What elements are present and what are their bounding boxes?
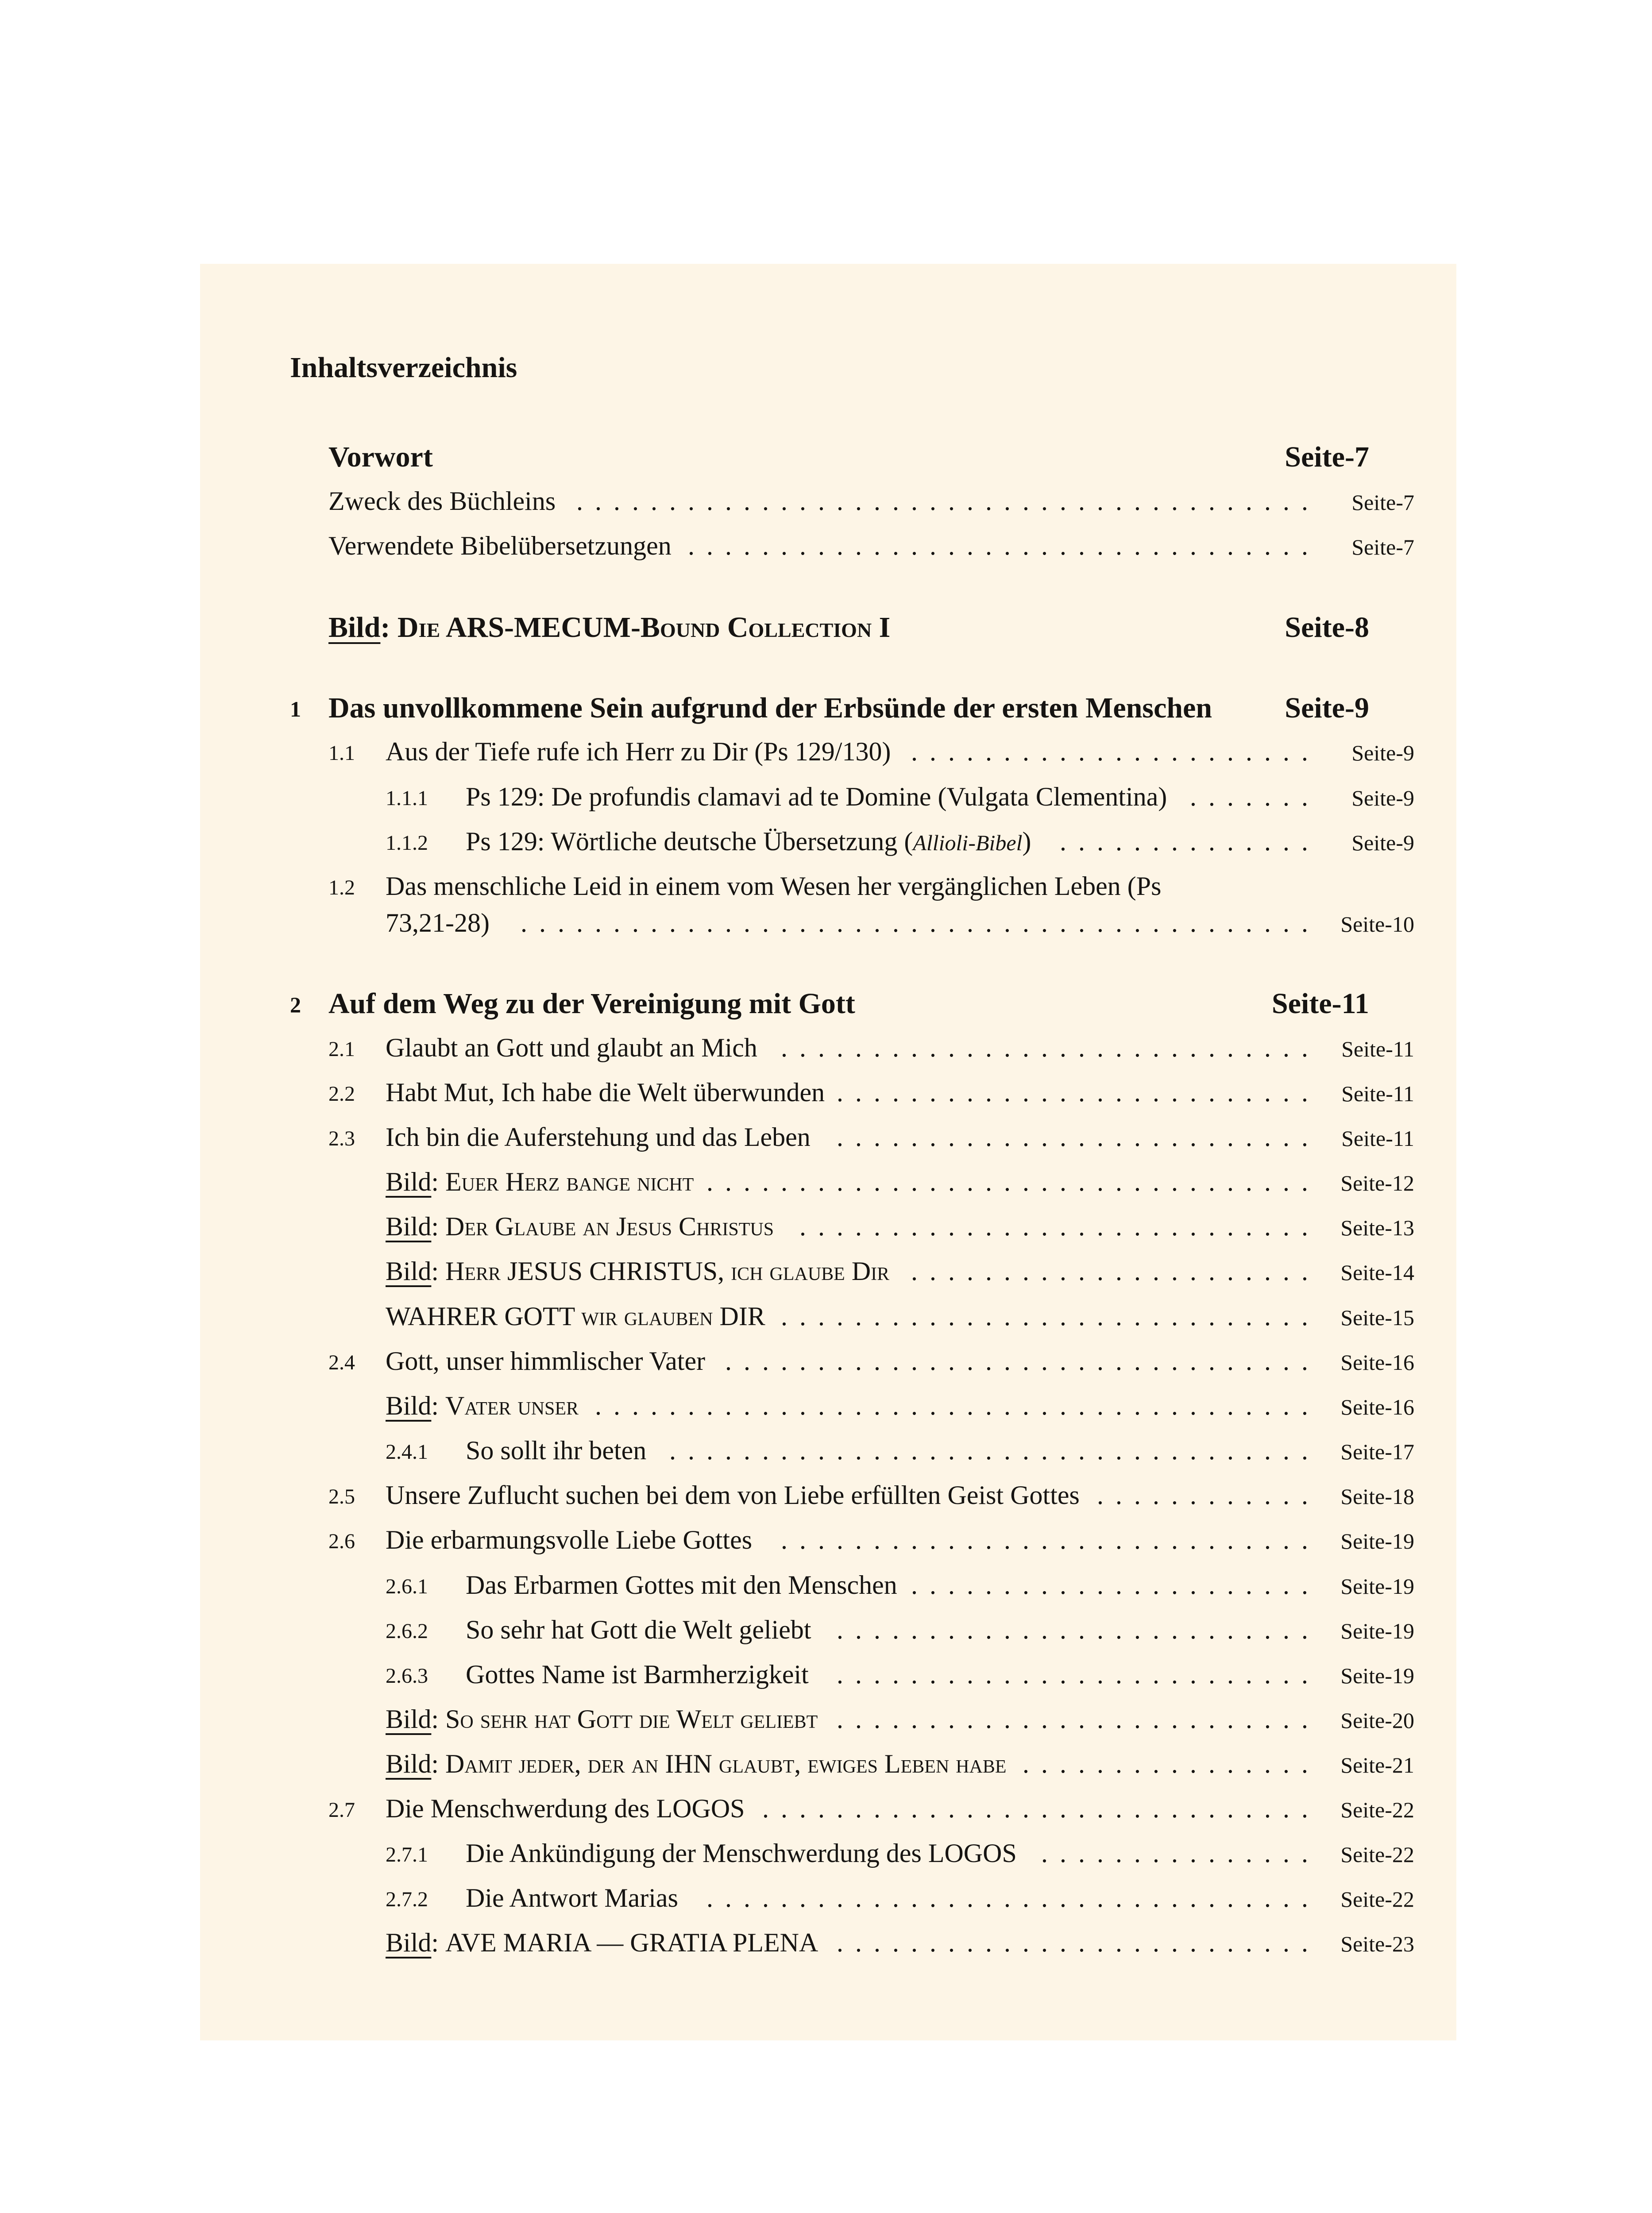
entry-title[interactable] bbox=[328, 989, 855, 1018]
entry-title[interactable] bbox=[386, 1527, 752, 1553]
entry-page-number: Seite-8 bbox=[1285, 611, 1369, 644]
leader-dots: ................................... bbox=[669, 1437, 1320, 1464]
bild-label: Bild bbox=[386, 1257, 432, 1286]
entry-page-number: Seite-13 bbox=[1340, 1215, 1414, 1240]
title-text: So sollt ihr beten bbox=[466, 1436, 647, 1465]
leader-dots: ................................. bbox=[706, 1168, 1320, 1195]
entry-page-number: Seite-9 bbox=[1351, 830, 1414, 855]
entry-number: 1 bbox=[290, 697, 301, 721]
bild-label: Bild bbox=[386, 1749, 432, 1778]
bild-label: Bild bbox=[386, 1704, 432, 1734]
entry-number: 2.6.1 bbox=[386, 1575, 428, 1598]
leader-dots: ............................ bbox=[799, 1213, 1320, 1240]
caption-text: Vater unser bbox=[445, 1391, 579, 1420]
entry-page-number: Seite-9 bbox=[1351, 786, 1414, 810]
leader-dots: ....................................... bbox=[595, 1392, 1320, 1419]
entry-title[interactable] bbox=[386, 873, 1161, 899]
entry-page-number: Seite-22 bbox=[1340, 1887, 1414, 1912]
leader-dots: .............................. bbox=[762, 1795, 1320, 1822]
title-text: Das Erbarmen Gottes mit den Menschen bbox=[466, 1570, 897, 1600]
entry-page-number: Seite-9 bbox=[1351, 740, 1414, 765]
leader-dots: ...................... bbox=[911, 1258, 1320, 1284]
entry-title[interactable] bbox=[386, 1929, 818, 1956]
leader-dots: .................................. bbox=[688, 532, 1320, 559]
entry-page-number: Seite-18 bbox=[1340, 1484, 1414, 1509]
title-text: Ich bin die Auferstehung und das Leben bbox=[386, 1122, 811, 1152]
entry-page-number: Seite-19 bbox=[1340, 1574, 1414, 1599]
entry-page-number: Seite-20 bbox=[1340, 1708, 1414, 1733]
entry-number: 1.1 bbox=[328, 741, 355, 765]
title-text: Allioli-Bibel bbox=[913, 830, 1023, 855]
entry-title[interactable] bbox=[386, 1482, 1080, 1508]
caption-text: Damit jeder, der an IHN glaubt, ewiges Leben habe bbox=[445, 1749, 1007, 1778]
title-text: Das unvollkommene Sein aufgrund der Erbsünde der ersten Menschen bbox=[328, 692, 1212, 724]
entry-page-number: Seite-22 bbox=[1340, 1797, 1414, 1822]
entry-page-number: Seite-22 bbox=[1340, 1842, 1414, 1867]
bild-label: Bild bbox=[386, 1928, 432, 1957]
title-text: : bbox=[431, 1212, 446, 1241]
title-text: : bbox=[431, 1749, 446, 1778]
bild-label: Bild bbox=[386, 1391, 432, 1420]
entry-page-number: Seite-19 bbox=[1340, 1619, 1414, 1643]
entry-title[interactable] bbox=[328, 488, 556, 514]
entry-number: 2.4 bbox=[328, 1351, 355, 1374]
title-text: Die Antwort Marias bbox=[466, 1883, 678, 1912]
entry-title[interactable] bbox=[386, 1303, 765, 1330]
entry-page-number: Seite-11 bbox=[1341, 1081, 1414, 1106]
title-text: Aus der Tiefe rufe ich Herr zu Dir (Ps 129/130) bbox=[386, 737, 891, 766]
leader-dots: ................................ bbox=[725, 1348, 1320, 1374]
leader-dots: .......................... bbox=[837, 1706, 1320, 1732]
entry-page-number: Seite-11 bbox=[1272, 987, 1369, 1020]
entry-title[interactable] bbox=[466, 1885, 678, 1911]
entry-number: 2.6.2 bbox=[386, 1619, 428, 1643]
entry-title[interactable] bbox=[386, 1348, 705, 1374]
caption-text: Herr JESUS CHRISTUS, ich glaube Dir bbox=[445, 1257, 890, 1286]
entry-title[interactable] bbox=[466, 828, 1031, 855]
entry-page-number: Seite-14 bbox=[1340, 1260, 1414, 1285]
title-text: Die Menschwerdung des LOGOS bbox=[386, 1794, 745, 1823]
entry-title[interactable] bbox=[466, 1661, 809, 1688]
leader-dots: ....... bbox=[1190, 783, 1320, 810]
entry-page-number: Seite-12 bbox=[1340, 1171, 1414, 1195]
title-text: : bbox=[431, 1167, 446, 1196]
title-text: Vorwort bbox=[328, 441, 433, 473]
entry-page-number: Seite-11 bbox=[1341, 1037, 1414, 1061]
entry-title[interactable] bbox=[328, 694, 1212, 723]
entry-number: 2.6.3 bbox=[386, 1664, 428, 1688]
entry-number: 2.1 bbox=[328, 1037, 355, 1061]
title-text: Gottes Name ist Barmherzigkeit bbox=[466, 1660, 809, 1689]
title-text: Unsere Zuflucht suchen bei dem von Liebe erfüllten Geist Gottes bbox=[386, 1480, 1080, 1510]
entry-number: 1.2 bbox=[328, 876, 355, 899]
leader-dots: .......................... bbox=[837, 1661, 1320, 1688]
entry-page-number: Seite-7 bbox=[1285, 441, 1369, 473]
entry-title[interactable] bbox=[386, 1124, 811, 1150]
entry-title[interactable] bbox=[466, 1572, 897, 1598]
leader-dots: ............................. bbox=[781, 1303, 1320, 1330]
title-text: Die Ankündigung der Menschwerdung des LOGOS bbox=[466, 1839, 1017, 1868]
entry-page-number: Seite-16 bbox=[1340, 1395, 1414, 1419]
entry-number: 1.1.1 bbox=[386, 787, 428, 810]
title-text: : bbox=[431, 1257, 446, 1286]
title-text: So sehr hat Gott die Welt geliebt bbox=[466, 1615, 811, 1644]
entry-page-number: Seite-23 bbox=[1340, 1932, 1414, 1956]
entry-title[interactable] bbox=[328, 613, 890, 642]
caption-text: Die ARS-MECUM-Bound Collection I bbox=[397, 611, 891, 644]
entry-number: 2.5 bbox=[328, 1485, 355, 1508]
entry-page-number: Seite-9 bbox=[1285, 692, 1369, 724]
entry-page-number: Seite-19 bbox=[1340, 1663, 1414, 1688]
leader-dots: .......................... bbox=[837, 1124, 1320, 1150]
title-text: Ps 129: De profundis clamavi ad te Domine (Vulgata Clementina) bbox=[466, 782, 1167, 811]
title-text: Das menschliche Leid in einem vom Wesen her vergänglichen Leben (Ps bbox=[386, 871, 1162, 901]
title-text: : bbox=[431, 1928, 446, 1957]
leader-dots: ........................................ bbox=[576, 488, 1320, 514]
title-text: Habt Mut, Ich habe die Welt überwunden bbox=[386, 1078, 825, 1107]
entry-title[interactable] bbox=[466, 1616, 811, 1643]
title-text: : bbox=[431, 1704, 446, 1734]
leader-dots: ................................. bbox=[706, 1885, 1320, 1911]
entry-number: 2 bbox=[290, 992, 301, 1017]
caption-text: WAHRER GOTT wir glauben DIR bbox=[386, 1302, 765, 1331]
leader-dots: .............. bbox=[1060, 828, 1320, 855]
entry-number: 1.1.2 bbox=[386, 831, 428, 855]
entry-title[interactable] bbox=[386, 1795, 745, 1822]
entry-number: 2.7.2 bbox=[386, 1888, 428, 1911]
entry-title[interactable] bbox=[386, 1034, 757, 1061]
title-text: Ps 129: Wörtliche deutsche Übersetzung ( bbox=[466, 827, 913, 856]
entry-title[interactable] bbox=[466, 1840, 1017, 1866]
entry-title[interactable] bbox=[386, 1750, 1007, 1777]
entry-number: 2.6 bbox=[328, 1530, 355, 1553]
entry-title[interactable] bbox=[328, 443, 433, 472]
entry-page-number: Seite-7 bbox=[1351, 535, 1414, 559]
entry-title-continuation: 73,21-28) bbox=[386, 908, 490, 937]
leader-dots: ................ bbox=[1023, 1750, 1320, 1777]
leader-dots: ............... bbox=[1041, 1840, 1320, 1866]
entry-number: 2.7.1 bbox=[386, 1843, 428, 1866]
entry-page-number: Seite-7 bbox=[1351, 490, 1414, 515]
leader-dots: ........................................... bbox=[521, 910, 1320, 936]
entry-page-number: Seite-17 bbox=[1340, 1439, 1414, 1464]
toc-heading: Inhaltsverzeichnis bbox=[290, 351, 517, 384]
title-text: Zweck des Büchleins bbox=[328, 486, 556, 516]
leader-dots: ............ bbox=[1097, 1482, 1320, 1508]
bild-label: Bild bbox=[328, 611, 381, 644]
leader-dots: .......................... bbox=[837, 1929, 1320, 1956]
entry-number: 2.3 bbox=[328, 1127, 355, 1150]
caption-text: AVE MARIA — GRATIA PLENA bbox=[445, 1928, 818, 1957]
entry-title[interactable] bbox=[386, 1213, 774, 1240]
entry-title[interactable] bbox=[466, 1437, 646, 1464]
leader-dots: .......................... bbox=[837, 1079, 1320, 1106]
entry-title[interactable] bbox=[386, 1168, 694, 1195]
title-text: ) bbox=[1022, 827, 1031, 856]
entry-title[interactable] bbox=[386, 1079, 825, 1106]
entry-page-number: Seite-16 bbox=[1340, 1350, 1414, 1375]
title-text: Gott, unser himmlischer Vater bbox=[386, 1346, 706, 1376]
title-text: : bbox=[380, 611, 398, 644]
leader-dots: .......................... bbox=[837, 1616, 1320, 1643]
title-text: Auf dem Weg zu der Vereinigung mit Gott bbox=[328, 987, 855, 1020]
leader-dots: ............................. bbox=[781, 1034, 1320, 1061]
bild-label: Bild bbox=[386, 1167, 432, 1196]
entry-title[interactable] bbox=[386, 738, 891, 765]
entry-page-number: Seite-10 bbox=[1340, 912, 1414, 937]
entry-page-number: Seite-15 bbox=[1340, 1305, 1414, 1330]
caption-text: Der Glaube an Jesus Christus bbox=[445, 1212, 774, 1241]
entry-title[interactable] bbox=[386, 1392, 579, 1419]
caption-text: Euer Herz bange nicht bbox=[445, 1167, 694, 1196]
entry-title[interactable] bbox=[386, 1258, 889, 1284]
title-text: Verwendete Bibelübersetzungen bbox=[328, 531, 672, 560]
entry-title[interactable] bbox=[386, 1706, 818, 1732]
title-text: Glaubt an Gott und glaubt an Mich bbox=[386, 1033, 757, 1062]
leader-dots: ...................... bbox=[911, 738, 1320, 765]
bild-label: Bild bbox=[386, 1212, 432, 1241]
caption-text: So sehr hat Gott die Welt geliebt bbox=[445, 1704, 818, 1734]
entry-page-number: Seite-11 bbox=[1341, 1126, 1414, 1151]
entry-title[interactable] bbox=[466, 783, 1167, 810]
entry-page-number: Seite-19 bbox=[1340, 1529, 1414, 1554]
leader-dots: ............................. bbox=[781, 1527, 1320, 1553]
entry-title[interactable] bbox=[328, 532, 672, 559]
title-text: : bbox=[431, 1391, 446, 1420]
entry-number: 2.2 bbox=[328, 1082, 355, 1106]
title-text: Die erbarmungsvolle Liebe Gottes bbox=[386, 1525, 753, 1554]
entry-number: 2.7 bbox=[328, 1798, 355, 1822]
leader-dots: ...................... bbox=[911, 1572, 1320, 1598]
entry-number: 2.4.1 bbox=[386, 1440, 428, 1464]
entry-page-number: Seite-21 bbox=[1340, 1753, 1414, 1777]
